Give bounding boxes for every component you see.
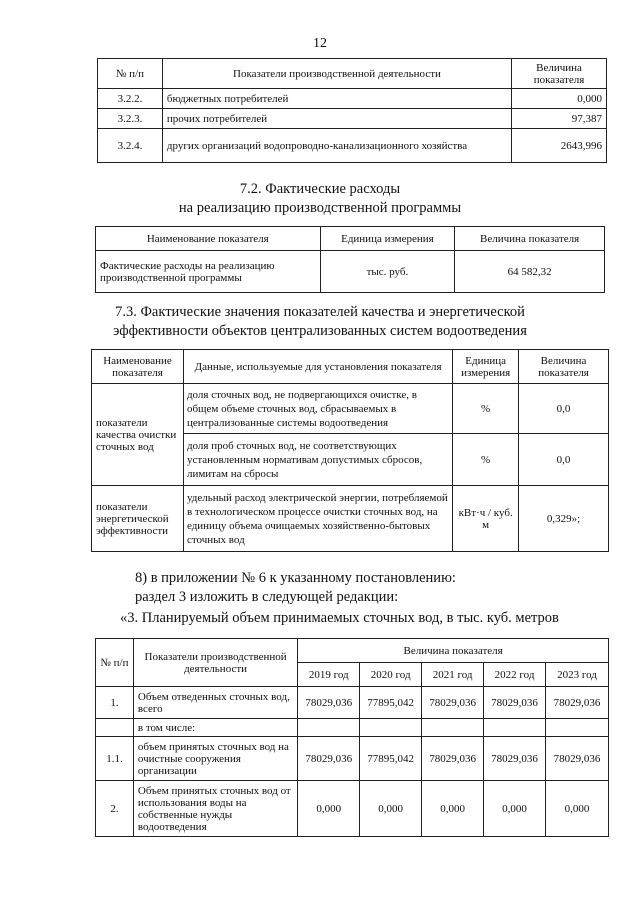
row-data: удельный расход электрической энергии, потребляемой в технологическом процессе очистки сточных вод, на единицу объема очищаемых хозяйственно-бытовых сточных вод [183,486,452,552]
empty-cell [298,719,360,737]
row-unit: тыс. руб. [320,251,455,293]
col-header-data: Данные, используемые для установления показателя [183,350,452,384]
row-indicator: Объем отведенных сточных вод, всего [133,687,297,719]
row-number: 1. [96,687,134,719]
row-value: 0,000 [298,781,360,837]
row-data: доля сточных вод, не подвергающихся очистке, в общем объеме сточных вод, сбрасываемых в централизованные системы водоотведения [183,384,452,434]
row-number: 3.2.2. [98,89,163,109]
paragraph-line: 8) в приложении № 6 к указанному постановлению: [135,570,456,586]
page-number: 12 [313,36,327,51]
row-data: доля проб сточных вод, не соответствующих установленным нормативам допустимых сбросов, лимитам на сбросы [183,434,452,486]
row-unit: кВт·ч / куб. м [453,486,519,552]
table-row [96,781,609,837]
table-row [96,251,605,293]
section-title-line: на реализацию производственной программы [178,200,462,216]
col-header-number: № п/п [96,639,134,687]
planned-wastewater-table [95,638,609,837]
col-header-indicator: Показатели производственной деятельности [133,639,297,687]
year-header: 2023 год [546,663,609,687]
row-number: 1.1. [96,737,134,781]
row-value: 0,329»; [519,486,609,552]
row-number: 3.2.3. [98,109,163,129]
row-value: 0,0 [519,434,609,486]
row-value: 0,000 [546,781,609,837]
row-value: 0,000 [422,781,484,837]
row-value: 78029,036 [484,687,546,719]
col-header-value: Величина показателя [455,227,605,251]
section-3-title: «3. Планируемый объем принимаемых сточных вод, в тыс. куб. метров [120,610,559,626]
section-7-3-title [0,303,640,341]
row-value: 78029,036 [298,737,360,781]
row-indicator: прочих потребителей [162,109,511,129]
row-number: 3.2.4. [98,129,163,163]
row-unit: % [453,384,519,434]
year-header: 2021 год [422,663,484,687]
row-value: 0,000 [484,781,546,837]
col-header-value: Величина показателя [512,59,607,89]
year-header: 2020 год [360,663,422,687]
row-value: 78029,036 [422,737,484,781]
section-7-2-title [0,180,640,218]
row-value: 64 582,32 [455,251,605,293]
section-title-line: 7.3. Фактические значения показателей качества и энергетической [115,304,525,320]
row-value: 78029,036 [422,687,484,719]
actual-expenses-table [95,226,605,293]
row-value: 0,000 [360,781,422,837]
row-indicator: бюджетных потребителей [162,89,511,109]
section-title-line: 7.2. Фактические расходы [239,181,401,197]
row-indicator: других организаций водопроводно-канализационного хозяйства [162,129,511,163]
row-value: 78029,036 [546,737,609,781]
paragraph-line: раздел 3 изложить в следующей редакции: [135,589,399,605]
col-header-name: Наименование показателя [92,350,184,384]
table-row [92,384,609,434]
row-indicator: Объем принятых сточных вод от использования воды на собственные нужды водоотведения [133,781,297,837]
empty-cell [484,719,546,737]
row-unit: % [453,434,519,486]
col-header-indicator: Показатели производственной деятельности [162,59,511,89]
empty-cell [360,719,422,737]
paragraph-8 [135,569,456,607]
table-row [98,89,607,109]
row-number: 2. [96,781,134,837]
table-row [92,486,609,552]
col-header-value: Величина показателя [298,639,609,663]
row-value: 78029,036 [546,687,609,719]
quality-efficiency-table [91,349,609,552]
group-quality: показатели качества очистки сточных вод [92,384,184,486]
production-indicators-table [97,58,607,163]
year-header: 2019 год [298,663,360,687]
row-value: 0,000 [512,89,607,109]
empty-cell [96,719,134,737]
table-row [96,687,609,719]
row-value: 97,387 [512,109,607,129]
table-row [98,109,607,129]
table-row [98,129,607,163]
col-header-unit: Единица измерения [320,227,455,251]
row-value: 2643,996 [512,129,607,163]
col-header-unit: Единица измерения [453,350,519,384]
row-value: 77895,042 [360,737,422,781]
section-title-line: эффективности объектов централизованных систем водоотведения [113,323,527,339]
including-label: в том числе: [133,719,297,737]
table-row [96,737,609,781]
row-value: 77895,042 [360,687,422,719]
group-energy: показатели энергетической эффективности [92,486,184,552]
empty-cell [546,719,609,737]
row-value: 0,0 [519,384,609,434]
year-header: 2022 год [484,663,546,687]
row-value: 78029,036 [298,687,360,719]
table-row [96,719,609,737]
empty-cell [422,719,484,737]
row-indicator: объем принятых сточных вод на очистные сооружения организации [133,737,297,781]
col-header-number: № п/п [98,59,163,89]
row-name: Фактические расходы на реализацию производственной программы [96,251,321,293]
col-header-name: Наименование показателя [96,227,321,251]
row-value: 78029,036 [484,737,546,781]
col-header-value: Величина показателя [519,350,609,384]
